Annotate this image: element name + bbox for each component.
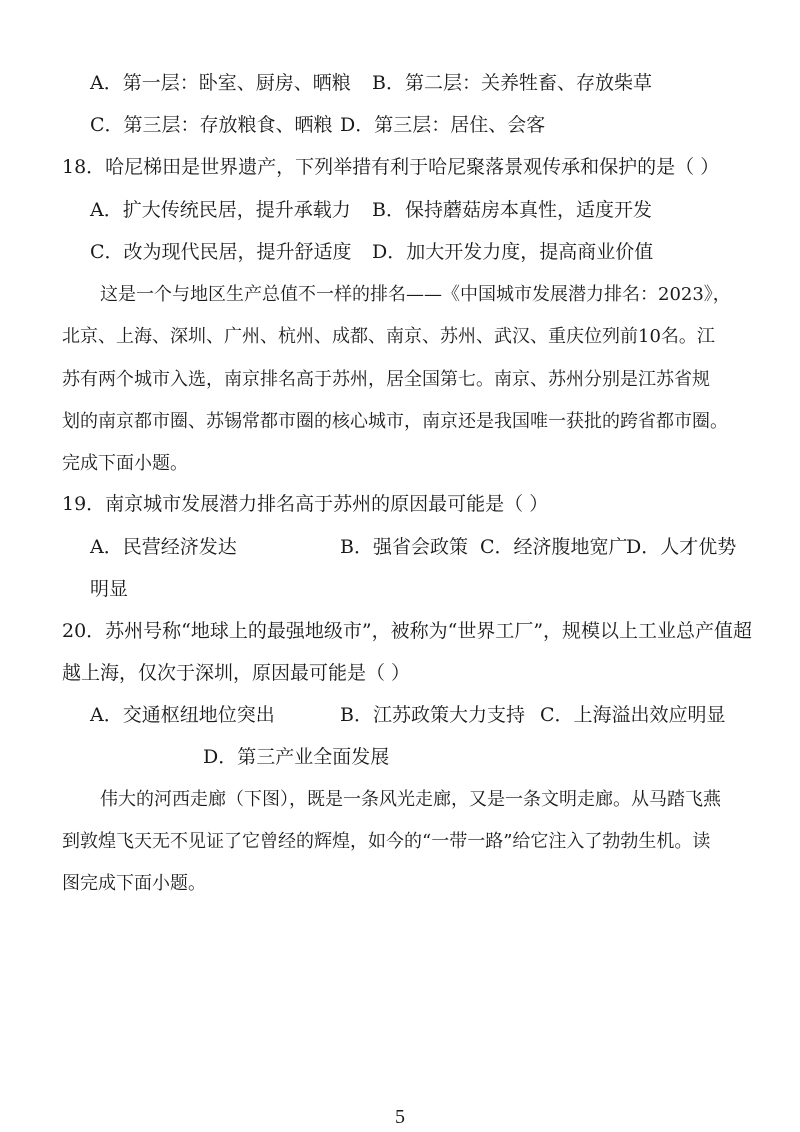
- passage1-line: 北京、上海、深圳、广州、杭州、成都、南京、苏州、武汉、重庆位列前10名。江: [62, 326, 715, 347]
- q20-stem-continued: 越上海，仅次于深圳，原因最可能是（ ）: [62, 662, 411, 684]
- q17-option-b: B．第二层：关养牲畜、存放柴草: [372, 72, 652, 94]
- q19-option-b: B．强省会政策: [340, 536, 468, 558]
- q20-option-c: C．上海溢出效应明显: [540, 704, 726, 726]
- q17-option-d: D．第三层：居住、会客: [340, 114, 546, 136]
- q19-option-d-continued: 明显: [90, 578, 129, 600]
- passage1-line: 划的南京都市圈、苏锡常都市圈的核心城市，南京还是我国唯一获批的跨省都市圈。: [62, 411, 728, 432]
- q19-option-c: C．经济腹地宽广: [480, 536, 628, 558]
- q17-option-a: A．第一层：卧室、厨房、晒粮: [90, 72, 351, 94]
- q18-option-a: A．扩大传统民居，提升承载力: [90, 199, 351, 221]
- q20-option-a: A．交通枢纽地位突出: [90, 704, 275, 726]
- q20-option-b: B．江苏政策大力支持: [340, 704, 525, 726]
- q20-option-d: D．第三产业全面发展: [203, 746, 390, 768]
- passage1-line: 完成下面小题。: [62, 453, 188, 474]
- q19-option-a: A．民营经济发达: [90, 536, 237, 558]
- q19-option-d: D．人才优势: [626, 536, 737, 558]
- passage1-line: 苏有两个城市入选，南京排名高于苏州，居全国第七。南京、苏州分别是江苏省规: [62, 369, 710, 390]
- q19-stem: 19．南京城市发展潜力排名高于苏州的原因最可能是（ ）: [62, 493, 549, 515]
- q18-option-d: D．加大开发力度，提高商业价值: [372, 241, 654, 263]
- passage2-line: 伟大的河西走廊（下图），既是一条风光走廊，又是一条文明走廊。从马踏飞燕: [100, 789, 721, 810]
- q20-stem: 20．苏州号称“地球上的最强地级市”，被称为“世界工厂”，规模以上工业总产值超: [62, 620, 753, 642]
- passage2-line: 到敦煌飞天无不见证了它曾经的辉煌，如今的“一带一路”给它注入了勃勃生机。读: [62, 831, 711, 852]
- q18-option-c: C．改为现代民居，提升舒适度: [90, 241, 352, 263]
- q18-option-b: B．保持蘑菇房本真性，适度开发: [372, 199, 652, 221]
- q17-option-c: C．第三层：存放粮食、晒粮: [90, 114, 333, 136]
- passage2-line: 图完成下面小题。: [62, 873, 206, 894]
- page-number: 5: [395, 1106, 405, 1128]
- passage1-line: 这是一个与地区生产总值不一样的排名——《中国城市发展潜力排名：2023》，: [100, 284, 731, 305]
- q18-stem: 18．哈尼梯田是世界遗产，下列举措有利于哈尼聚落景观传承和保护的是（ ）: [62, 156, 720, 178]
